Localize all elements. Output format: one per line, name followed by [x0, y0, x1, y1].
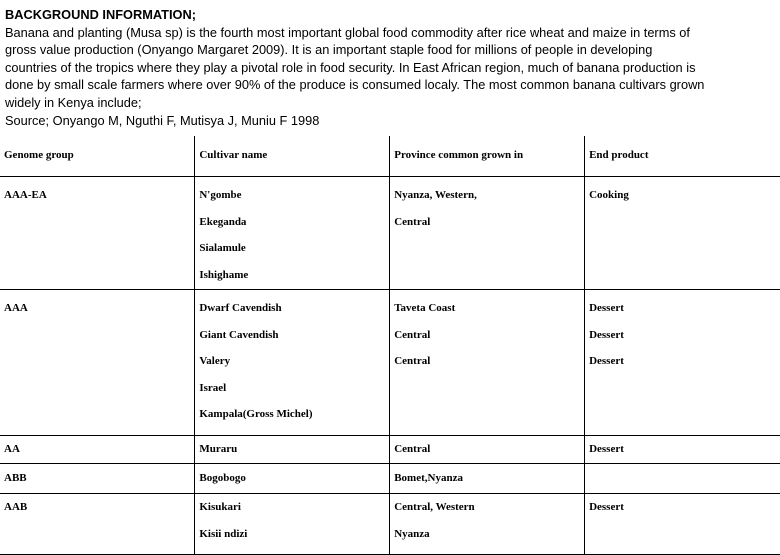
genome-cell: AA [0, 436, 195, 464]
intro-section [5, 6, 777, 129]
header-province: Province common grown in [390, 136, 585, 177]
genome-cell: ABB [0, 464, 195, 494]
cultivar-cell: Bogobogo [195, 464, 390, 494]
header-genome-group: Genome group [0, 136, 195, 177]
cultivar-cell: N'gombe Ekeganda Sialamule Ishighame [195, 177, 390, 290]
province-cell: Taveta Coast Central Central [390, 290, 585, 436]
province-cell: Central, Western Nyanza [390, 494, 585, 555]
end-product-cell: Cooking [585, 177, 780, 290]
table-row [0, 436, 780, 464]
province-cell: Bomet,Nyanza [390, 464, 585, 494]
cultivar-cell: Dwarf Cavendish Giant Cavendish Valery Israel Kampala(Gross Michel) [195, 290, 390, 436]
intro-line: widely in Kenya include; [5, 94, 142, 110]
end-product-cell: Dessert [585, 436, 780, 464]
province-cell: Central [390, 436, 585, 464]
end-product-cell: Dessert Dessert Dessert [585, 290, 780, 436]
table-row [0, 177, 780, 290]
genome-cell: AAA-EA [0, 177, 195, 290]
banana-cultivar-table [0, 136, 780, 555]
province-cell: Nyanza, Western, Central [390, 177, 585, 290]
intro-line: countries of the tropics where they play a pivotal role in food security. In East African region, much of banana production is [5, 59, 696, 75]
source-citation: Source; Onyango M, Nguthi F, Mutisya J, Muniu F 1998 [5, 112, 320, 128]
header-end-product: End product [585, 136, 780, 177]
intro-line: done by small scale farmers where over 90% of the produce is consumed localy. The most common banana cultivars grown [5, 77, 705, 93]
end-product-cell [585, 464, 780, 494]
cultivar-cell: Muraru [195, 436, 390, 464]
header-cultivar-name: Cultivar name [195, 136, 390, 177]
table-header-row [0, 136, 780, 177]
end-product-cell: Dessert [585, 494, 780, 555]
section-heading: BACKGROUND INFORMATION; [5, 7, 196, 22]
cultivar-cell: Kisukari Kisii ndizi [195, 494, 390, 555]
genome-cell: AAB [0, 494, 195, 555]
table-row [0, 494, 780, 555]
table-row [0, 464, 780, 494]
intro-line: Banana and planting (Musa sp) is the fourth most important global food commodity after rice wheat and maize in terms of [5, 24, 690, 40]
genome-cell: AAA [0, 290, 195, 436]
table-row [0, 290, 780, 436]
intro-line: gross value production (Onyango Margaret 2009). It is an important staple food for millions of people in developing [5, 42, 653, 58]
